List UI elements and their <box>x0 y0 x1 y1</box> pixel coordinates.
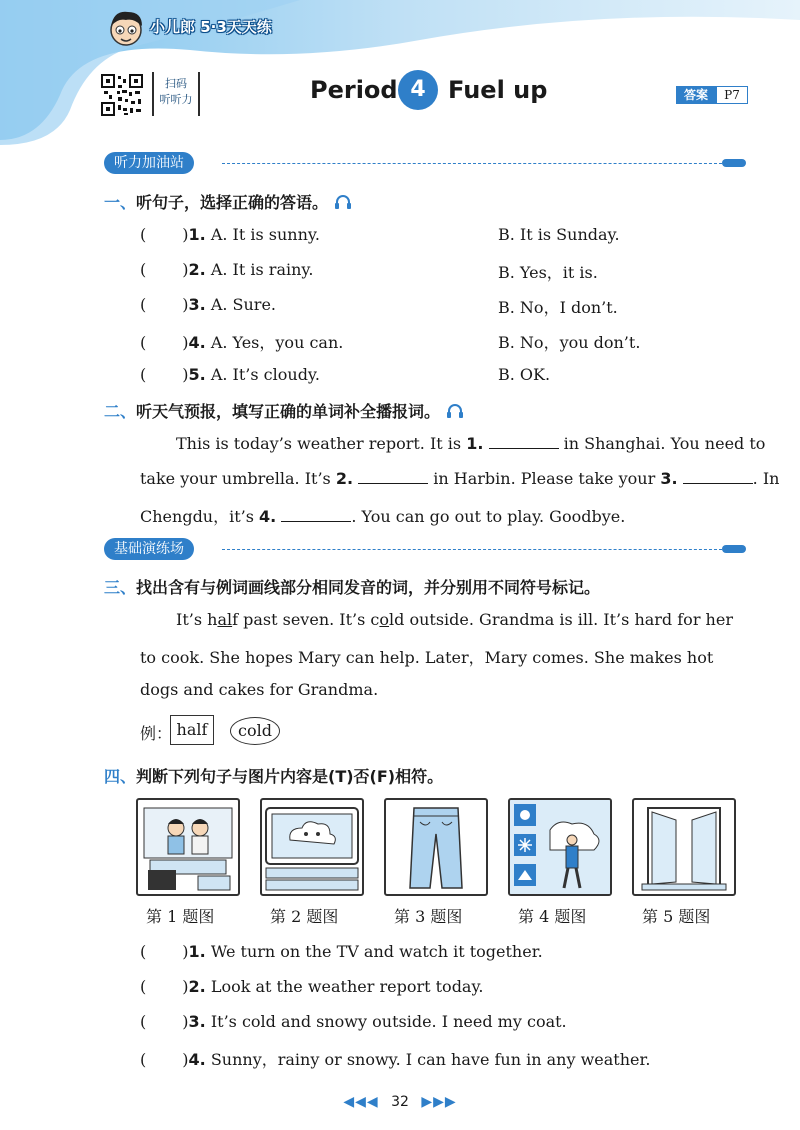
q2-number: 二、 <box>104 402 137 421</box>
picture-caption-3: 第 3 题图 <box>394 907 463 926</box>
example-box-word: half <box>170 715 214 745</box>
blank-2-input[interactable] <box>358 469 428 484</box>
blank-number: 3. <box>660 469 678 488</box>
q3-number: 三、 <box>104 578 137 597</box>
q2-line-3 <box>140 504 625 527</box>
q4-item-text: It’s cold and snowy outside. I need my coat. <box>210 1012 567 1031</box>
q1-option-a: A. Sure. <box>210 295 277 314</box>
q1-option-b: B. OK. <box>498 365 551 384</box>
q1-item-num: 4. <box>188 333 206 352</box>
answer-paren[interactable]: ( <box>140 225 147 244</box>
page-title <box>300 70 560 116</box>
answer-paren-close[interactable]: ) <box>182 225 189 244</box>
q3-underlined-sound: al <box>217 610 233 629</box>
q4-item <box>140 977 760 996</box>
q1-heading-text: 听句子，选择正确的答语。 <box>136 193 329 212</box>
q1-option-a: A. It is rainy. <box>210 260 314 279</box>
picture-caption-2: 第 2 题图 <box>270 907 339 926</box>
pencil-icon <box>722 159 746 167</box>
q3-underlined-sound: o <box>379 610 390 629</box>
q4-item-num: 2. <box>188 977 206 996</box>
answer-paren[interactable]: ( <box>140 977 147 996</box>
section-tag-basic: 基础演练场 <box>104 538 194 560</box>
answer-paren[interactable]: ( <box>140 365 147 384</box>
answer-paren[interactable]: ( <box>140 942 147 961</box>
answer-paren-close[interactable]: ) <box>182 1050 189 1069</box>
next-page-arrows-icon[interactable]: ▶▶▶ <box>421 1094 457 1110</box>
q3-passage-line-3: dogs and cakes for Grandma. <box>140 680 379 699</box>
answer-paren-close[interactable]: ) <box>182 333 189 352</box>
answer-page: P7 <box>716 86 748 104</box>
q2-line-2 <box>140 469 779 488</box>
example-label: 例： <box>140 724 173 743</box>
blank-3-input[interactable] <box>683 469 753 484</box>
q4-item <box>140 1012 760 1031</box>
q1-heading <box>104 190 352 213</box>
prev-page-arrows-icon[interactable]: ◀◀◀ <box>343 1094 379 1110</box>
answer-paren-close[interactable]: ) <box>182 1012 189 1031</box>
answer-paren-close[interactable]: ) <box>182 260 189 279</box>
q4-number: 四、 <box>104 767 137 786</box>
q1-item-num: 3. <box>188 295 206 314</box>
q4-item-text: Sunny，rainy or snowy. I can have fun in any weather. <box>210 1050 651 1069</box>
picture-5-window <box>632 798 736 896</box>
q3-heading <box>104 575 600 598</box>
answer-paren[interactable]: ( <box>140 295 147 314</box>
q2-text: in Harbin. Please take your <box>433 469 661 488</box>
picture-1-tv-watching <box>136 798 240 896</box>
q2-text: This is today’s weather report. It is <box>176 434 467 453</box>
q2-heading-text: 听天气预报，填写正确的单词补全播报词。 <box>136 402 441 421</box>
blank-number: 2. <box>335 469 354 488</box>
q2-text: . In <box>752 469 780 488</box>
scan-line2: 听听力 <box>159 93 193 106</box>
q1-item <box>140 225 760 244</box>
example-oval-word: cold <box>230 717 280 745</box>
q4-heading <box>104 764 443 787</box>
answer-paren[interactable]: ( <box>140 260 147 279</box>
q1-option-a: A. It is sunny. <box>210 225 320 244</box>
q1-item-num: 2. <box>188 260 206 279</box>
q1-option-b: B. It is Sunday. <box>498 225 620 244</box>
q2-text: in Shanghai. You need to <box>558 434 766 453</box>
q3-text: h <box>207 610 218 629</box>
answer-paren[interactable]: ( <box>140 1050 147 1069</box>
q1-number: 一、 <box>104 193 137 212</box>
q1-option-a: A. It’s cloudy. <box>210 365 320 384</box>
section-divider <box>222 549 722 550</box>
q1-item <box>140 330 760 353</box>
picture-4-weather-walk <box>508 798 612 896</box>
answer-label: 答案 <box>676 86 716 104</box>
q2-text: take your umbrella. It’s <box>140 469 336 488</box>
title-prefix: Period <box>310 76 398 104</box>
page-footer <box>0 1094 800 1110</box>
section-divider <box>222 163 722 164</box>
q2-text: Chengdu，it’s <box>140 507 260 526</box>
q4-heading-text: 判断下列句子与图片内容是(T)否(F)相符。 <box>136 767 444 786</box>
blank-4-input[interactable] <box>281 507 351 522</box>
qr-code-icon[interactable] <box>100 73 144 117</box>
q1-option-a: A. Yes，you can. <box>210 333 344 352</box>
answer-paren-close[interactable]: ) <box>182 295 189 314</box>
picture-caption-1: 第 1 题图 <box>146 907 215 926</box>
page-number: 32 <box>391 1094 409 1110</box>
section-tag-listening: 听力加油站 <box>104 152 194 174</box>
q1-option-b: B. No，I don’t. <box>498 298 618 317</box>
q4-item-num: 4. <box>188 1050 206 1069</box>
blank-number: 4. <box>259 507 277 526</box>
q1-option-b: B. No，you don’t. <box>498 333 641 352</box>
q1-item <box>140 365 760 384</box>
picture-caption-4: 第 4 题图 <box>518 907 587 926</box>
q4-item <box>140 942 760 961</box>
q3-text: f past seven. It’s <box>232 610 371 629</box>
q2-line-1 <box>176 434 765 453</box>
answer-paren-close[interactable]: ) <box>182 977 189 996</box>
answer-paren[interactable]: ( <box>140 333 147 352</box>
q4-item <box>140 1047 760 1070</box>
picture-caption-5: 第 5 题图 <box>642 907 711 926</box>
q3-text: It’s <box>176 610 208 629</box>
q4-item-text: Look at the weather report today. <box>210 977 484 996</box>
q3-passage-line-1 <box>176 610 733 629</box>
answer-paren-close[interactable]: ) <box>182 942 189 961</box>
q4-item-num: 3. <box>188 1012 206 1031</box>
answer-reference <box>676 86 746 104</box>
q1-item <box>140 295 760 317</box>
pencil-icon <box>722 545 746 553</box>
q1-item-num: 1. <box>188 225 206 244</box>
q1-item <box>140 260 760 282</box>
picture-3-trousers <box>384 798 488 896</box>
blank-1-input[interactable] <box>489 434 559 449</box>
q1-option-b: B. Yes，it is. <box>498 263 598 282</box>
q2-heading <box>104 399 464 422</box>
q2-text: . You can go out to play. Goodbye. <box>351 507 626 526</box>
q4-item-text: We turn on the TV and watch it together. <box>210 942 543 961</box>
answer-paren-close[interactable]: ) <box>182 365 189 384</box>
q3-text: c <box>370 610 380 629</box>
scan-line1: 扫码 <box>165 77 187 90</box>
answer-paren[interactable]: ( <box>140 1012 147 1031</box>
headphones-icon[interactable] <box>446 403 464 419</box>
picture-2-tv-weather <box>260 798 364 896</box>
q3-passage-line-2: to cook. She hopes Mary can help. Later，Mary comes. She makes hot <box>140 648 714 667</box>
mascot-logo <box>104 6 148 50</box>
period-number-badge: 4 <box>398 70 438 110</box>
title-suffix: Fuel up <box>448 76 548 104</box>
q1-item-num: 5. <box>188 365 206 384</box>
blank-number: 1. <box>466 434 484 453</box>
q3-heading-text: 找出含有与例词画线部分相同发音的词，并分别用不同符号标记。 <box>136 578 601 597</box>
q4-item-num: 1. <box>188 942 206 961</box>
scan-to-listen-tag[interactable] <box>152 72 200 116</box>
q3-text: ld outside. Grandma is ill. It’s hard for her <box>389 610 733 629</box>
headphones-icon[interactable] <box>334 194 352 210</box>
brand-title: 小儿郎 5·3天天练 <box>150 18 272 36</box>
